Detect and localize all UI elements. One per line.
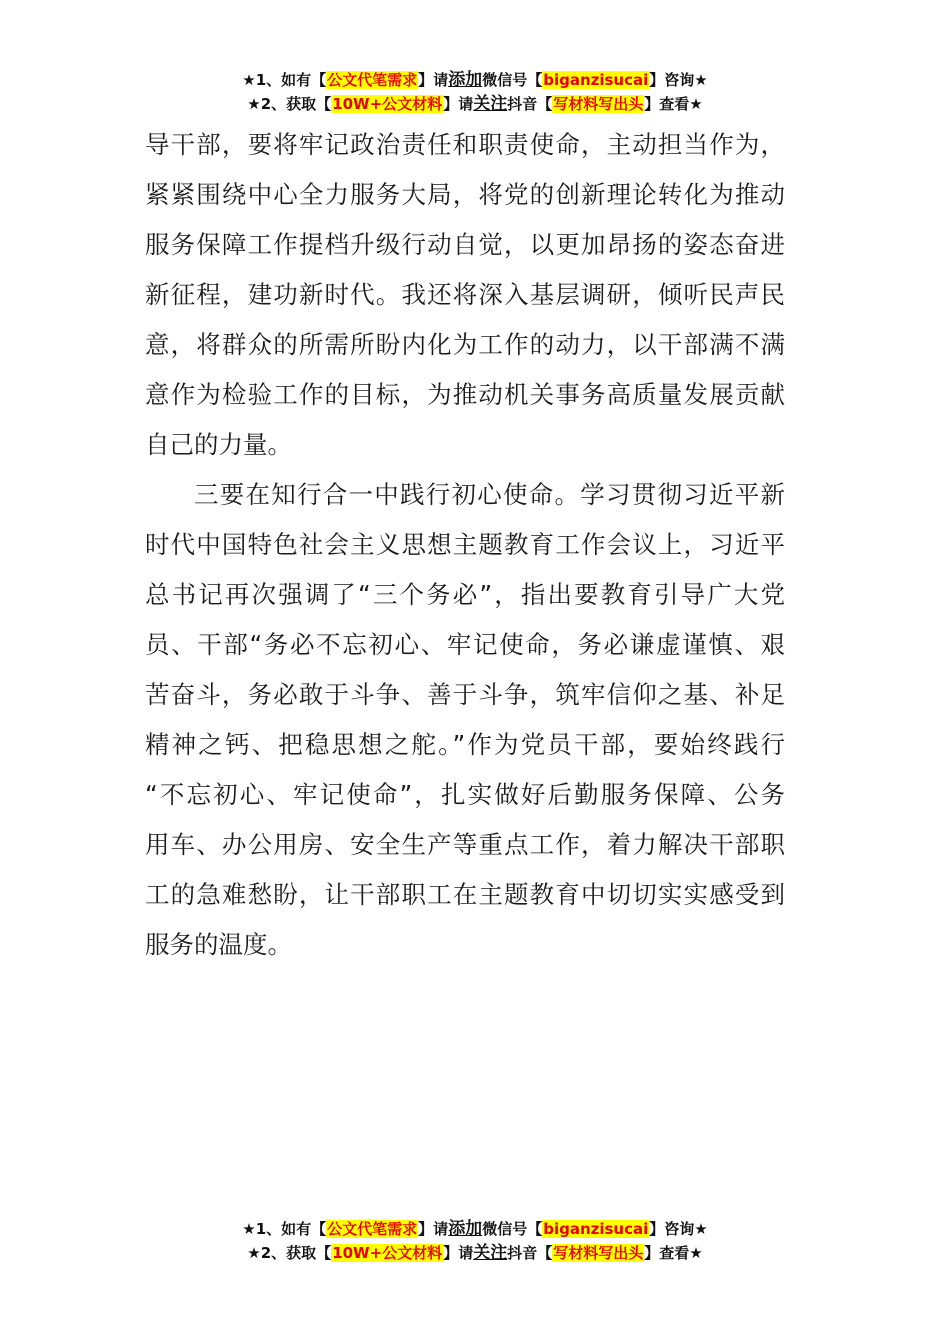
body-line: 用车、办公用房、安全生产等重点工作，着力解决干部职 (145, 830, 785, 859)
body-line: 服务保障工作提档升级行动自觉，以更加昂扬的姿态奋进 (145, 230, 785, 259)
body-line: 苦奋斗，务必敢于斗争、善于斗争，筑牢信仰之基、补足 (145, 680, 785, 709)
body-line: 员、干部“务必不忘初心、牢记使命，务必谦虚谨慎、艰 (145, 630, 785, 659)
promo-line-2 (0, 92, 950, 116)
promo-emphasis: 添加 (448, 1219, 483, 1239)
promo-text: ★1、如有【 (242, 71, 327, 89)
promo-text: ★1、如有【 (242, 1220, 327, 1238)
promo-highlight-wechat-id: biganzisucai (543, 1220, 649, 1238)
body-line: 精神之钙、把稳思想之舵。”作为党员干部，要始终践行 (145, 730, 785, 759)
promo-highlight-wechat-id: biganzisucai (543, 71, 649, 89)
body-line: 意，将群众的所需所盼内化为工作的动力，以干部满不满 (145, 330, 785, 359)
promo-text: 微信号【 (482, 1220, 543, 1238)
promo-emphasis: 关注 (473, 94, 508, 114)
promo-highlight-service: 公文代笔需求 (327, 1220, 418, 1238)
body-line: 时代中国特色社会主义思想主题教育工作会议上，习近平 (145, 530, 785, 559)
header-promo-banner (0, 68, 950, 116)
body-line: 紧紧围绕中心全力服务大局，将党的创新理论转化为推动 (145, 180, 785, 209)
body-line: 意作为检验工作的目标，为推动机关事务高质量发展贡献 (145, 380, 785, 409)
paragraph-heading-line: 三要在知行合一中践行初心使命。学习贯彻习近平新 (194, 480, 785, 509)
promo-text: 微信号【 (482, 71, 543, 89)
body-line: 新征程，建功新时代。我还将深入基层调研，倾听民声民 (145, 280, 785, 309)
promo-highlight-materials: 10W+公文材料 (332, 1244, 443, 1262)
promo-text: 抖音【 (507, 95, 553, 113)
promo-text: 】请 (443, 1244, 474, 1262)
promo-line-1 (0, 68, 950, 92)
promo-emphasis: 关注 (473, 1243, 508, 1263)
promo-highlight-account: 写材料写出头 (553, 95, 644, 113)
promo-text: 抖音【 (507, 1244, 553, 1262)
promo-text: 】请 (418, 71, 449, 89)
promo-highlight-account: 写材料写出头 (553, 1244, 644, 1262)
footer-promo-banner (0, 1217, 950, 1265)
promo-line-1 (0, 1217, 950, 1241)
document-body (145, 120, 785, 970)
body-line: 服务的温度。 (145, 930, 292, 959)
promo-text: ★2、获取【 (247, 1244, 332, 1262)
promo-text: 】请 (443, 95, 474, 113)
promo-text: 】请 (418, 1220, 449, 1238)
body-line: 总书记再次强调了“三个务必”，指出要教育引导广大党 (145, 580, 785, 609)
promo-text: 】咨询★ (649, 1220, 708, 1238)
body-line: “不忘初心、牢记使命”，扎实做好后勤服务保障、公务 (145, 780, 785, 809)
promo-text: ★2、获取【 (247, 95, 332, 113)
body-line: 工的急难愁盼，让干部职工在主题教育中切切实实感受到 (145, 880, 785, 909)
promo-line-2 (0, 1241, 950, 1265)
promo-highlight-service: 公文代笔需求 (327, 71, 418, 89)
promo-text: 】咨询★ (649, 71, 708, 89)
promo-text: 】查看★ (644, 1244, 703, 1262)
promo-emphasis: 添加 (448, 70, 483, 90)
body-line: 自己的力量。 (145, 430, 292, 459)
promo-text: 】查看★ (644, 95, 703, 113)
body-line: 导干部，要将牢记政治责任和职责使命，主动担当作为， (145, 130, 785, 159)
promo-highlight-materials: 10W+公文材料 (332, 95, 443, 113)
